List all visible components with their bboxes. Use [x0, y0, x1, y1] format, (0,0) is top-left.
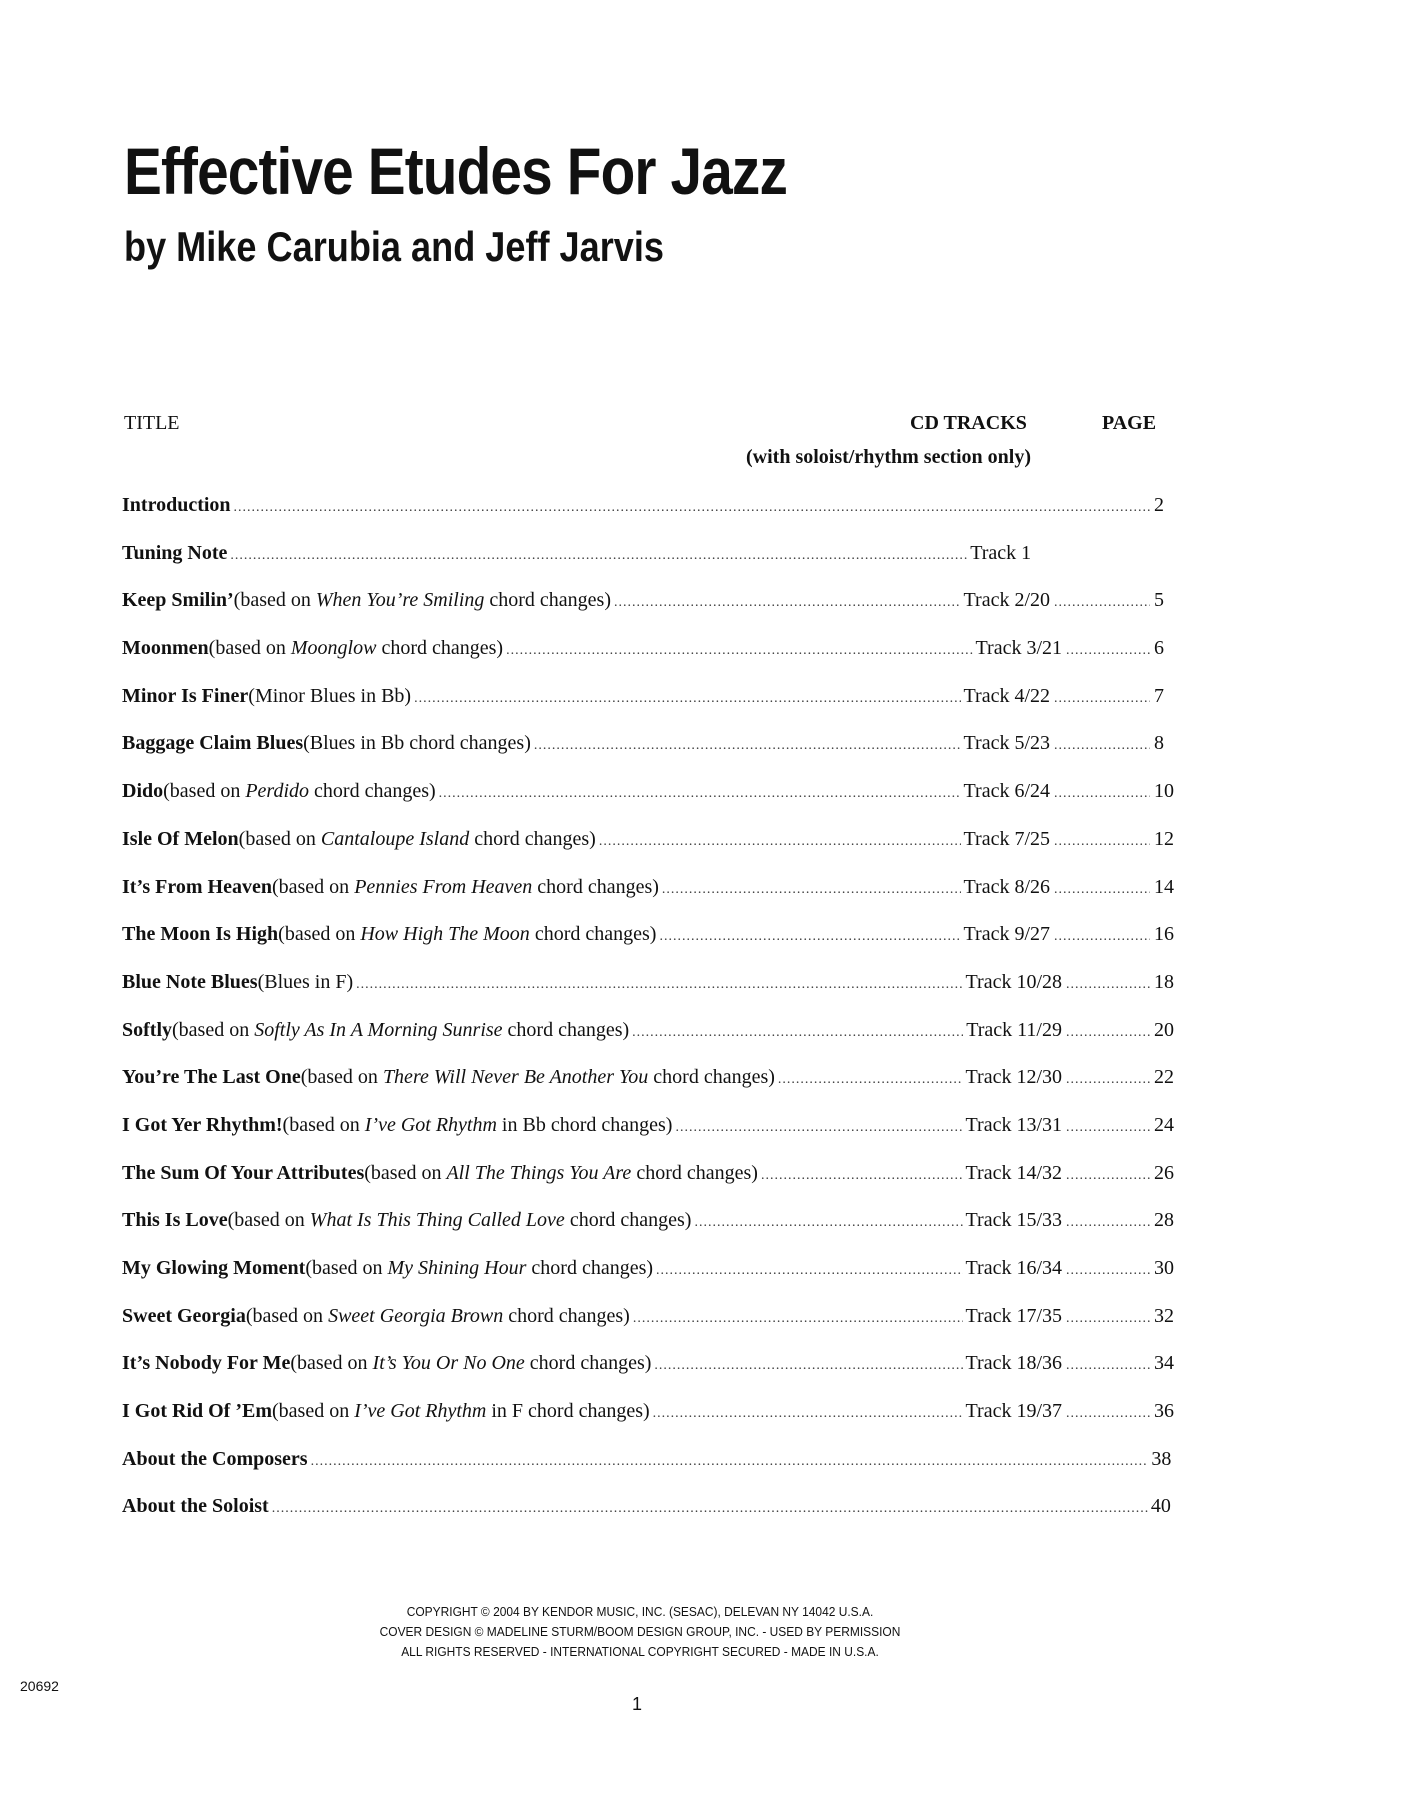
dot-leader	[633, 1306, 963, 1332]
description-prefix: (based on	[238, 827, 321, 850]
entry-title: Minor Is Finer	[122, 684, 249, 707]
toc-entry	[122, 1446, 1172, 1494]
toc-entry	[122, 1398, 1174, 1446]
entry-description	[234, 587, 611, 613]
cd-track: Track 9/27	[963, 923, 1050, 946]
toc-entry	[122, 1255, 1174, 1303]
entry-title: Tuning Note	[122, 541, 228, 564]
description-suffix: in F chord changes)	[486, 1400, 650, 1423]
entry-title: It’s From Heaven	[122, 875, 272, 898]
dot-leader	[632, 1020, 963, 1046]
cd-track: Track 5/23	[963, 732, 1050, 755]
entry-title: My Glowing Moment	[122, 1257, 306, 1279]
description-prefix: (based on	[278, 923, 361, 946]
entry-description	[209, 635, 503, 661]
entry-title: Introduction	[122, 494, 231, 516]
description-suffix: chord changes)	[502, 1018, 630, 1041]
original-tune-title: It’s You Or No One	[372, 1352, 525, 1375]
description-prefix: (Blues in F)	[257, 970, 354, 993]
description-suffix: chord changes)	[631, 1161, 758, 1184]
description-suffix: chord changes)	[526, 1257, 654, 1279]
page-ref: 5	[1154, 589, 1164, 612]
original-tune-title: All The Things You Are	[446, 1161, 632, 1184]
book-title: Effective Etudes For Jazz	[124, 134, 787, 208]
dot-leader	[778, 1067, 963, 1093]
description-prefix: (based on	[172, 1018, 255, 1041]
entry-title: Isle Of Melon	[122, 827, 239, 850]
description-prefix: (based on	[364, 1161, 447, 1184]
entry-description	[283, 1112, 673, 1138]
entry-title: About the Soloist	[122, 1495, 269, 1518]
description-prefix: (based on	[272, 1400, 355, 1423]
entry-title: Blue Note Blues	[122, 970, 258, 993]
cd-track: Track 13/31	[965, 1113, 1062, 1136]
original-tune-title: What Is This Thing Called Love	[309, 1209, 565, 1232]
dot-leader	[659, 924, 960, 950]
description-suffix: chord changes)	[564, 1209, 692, 1232]
cd-track: Track 8/26	[963, 875, 1050, 898]
dot-leader	[694, 1210, 962, 1236]
entry-description	[246, 1303, 630, 1329]
page-ref: 6	[1154, 637, 1164, 660]
table-of-contents	[122, 492, 1174, 1541]
cd-tracks-note: (with soloist/rhythm section only)	[746, 446, 1031, 468]
cd-track: Track 4/22	[963, 684, 1050, 707]
dot-leader	[414, 686, 960, 712]
description-suffix: chord changes)	[484, 589, 612, 612]
dot-leader	[272, 1496, 1148, 1522]
entry-title: Baggage Claim Blues	[122, 732, 304, 755]
dot-leader	[1066, 1258, 1150, 1284]
entry-description	[239, 826, 596, 852]
dot-leader	[1066, 638, 1150, 664]
dot-leader	[614, 590, 961, 616]
entry-title: It’s Nobody For Me	[122, 1352, 291, 1375]
column-header-cd-tracks: CD TRACKS	[910, 412, 1027, 434]
entry-description	[258, 969, 354, 995]
original-tune-title: Moonglow	[290, 637, 377, 660]
description-suffix: in Bb chord changes)	[496, 1113, 673, 1136]
book-authors: by Mike Carubia and Jeff Jarvis	[124, 223, 665, 270]
original-tune-title: Perdido	[245, 780, 310, 803]
page-ref: 26	[1154, 1161, 1174, 1184]
page-ref: 18	[1154, 970, 1174, 993]
description-prefix: (based on	[282, 1113, 365, 1136]
entry-title: The Sum Of Your Attributes	[122, 1161, 365, 1184]
dot-leader	[1066, 1163, 1150, 1189]
description-prefix: (based on	[208, 637, 291, 660]
dot-leader	[1066, 1401, 1150, 1427]
dot-leader	[662, 877, 961, 903]
toc-entry	[122, 1112, 1174, 1160]
entry-description	[228, 1207, 692, 1233]
dot-leader	[311, 1449, 1149, 1475]
toc-entry	[122, 826, 1174, 874]
description-prefix: (based on	[271, 875, 355, 898]
description-prefix: (based on	[290, 1352, 373, 1375]
page-ref: 7	[1154, 684, 1164, 707]
copyright-line: ALL RIGHTS RESERVED - INTERNATIONAL COPYRIGHT SECURED - MADE IN U.S.A.	[401, 1644, 879, 1659]
entry-description	[272, 874, 659, 900]
entry-title: Dido	[122, 780, 164, 803]
cd-track: Track 2/20	[963, 589, 1050, 612]
dot-leader	[1066, 1210, 1150, 1236]
entry-description	[303, 730, 531, 756]
dot-leader	[1066, 1115, 1150, 1141]
entry-description	[248, 683, 411, 709]
toc-entry	[122, 1160, 1174, 1208]
dot-leader	[1054, 829, 1150, 855]
entry-description	[272, 1398, 650, 1424]
copyright-line: COPYRIGHT © 2004 BY KENDOR MUSIC, INC. (SESAC), DELEVAN NY 14042 U.S.A.	[406, 1604, 874, 1619]
page-number: 1	[632, 1694, 643, 1714]
page-ref: 38	[1151, 1447, 1172, 1470]
original-tune-title: There Will Never Be Another You	[382, 1066, 649, 1089]
dot-leader	[534, 733, 961, 759]
page-ref: 32	[1154, 1304, 1174, 1327]
dot-leader	[506, 638, 972, 664]
toc-entry	[122, 1207, 1174, 1255]
copyright-notice	[51, 1602, 1229, 1662]
page-ref: 22	[1154, 1066, 1174, 1089]
page-ref: 20	[1154, 1018, 1174, 1041]
entry-title: Sweet Georgia	[122, 1304, 246, 1327]
dot-leader	[656, 1258, 962, 1284]
page-ref: 2	[1154, 494, 1164, 516]
dot-leader	[356, 972, 962, 998]
entry-description	[172, 1017, 629, 1043]
column-header-page: PAGE	[1102, 412, 1157, 434]
page-ref: 28	[1154, 1209, 1174, 1232]
toc-entry	[122, 1303, 1174, 1351]
entry-description	[364, 1160, 758, 1186]
page-ref: 34	[1154, 1352, 1174, 1375]
toc-entry	[122, 921, 1174, 969]
entry-title: I Got Yer Rhythm!	[122, 1113, 283, 1136]
dot-leader	[1066, 1306, 1150, 1332]
entry-title: I Got Rid Of ’Em	[122, 1400, 272, 1423]
description-prefix: (based on	[300, 1066, 383, 1089]
toc-entry	[122, 683, 1164, 731]
toc-entry	[122, 730, 1164, 778]
entry-description	[301, 1064, 775, 1090]
description-suffix: chord changes)	[648, 1066, 775, 1089]
dot-leader	[675, 1115, 962, 1141]
description-suffix: chord changes)	[503, 1304, 630, 1327]
original-tune-title: My Shining Hour	[387, 1257, 527, 1279]
page-ref: 30	[1154, 1257, 1174, 1279]
cd-track: Track 12/30	[965, 1066, 1062, 1089]
page-ref: 16	[1154, 923, 1174, 946]
cd-track: Track 10/28	[965, 970, 1062, 993]
dot-leader	[1054, 781, 1150, 807]
toc-entry	[122, 1017, 1174, 1065]
description-prefix: (based on	[233, 589, 316, 612]
description-prefix: (based on	[227, 1209, 310, 1232]
description-prefix: (based on	[163, 780, 246, 803]
original-tune-title: Cantaloupe Island	[320, 827, 470, 850]
entry-title: This Is Love	[122, 1209, 228, 1232]
dot-leader	[761, 1163, 963, 1189]
page-ref: 40	[1150, 1495, 1171, 1518]
toc-entry	[122, 635, 1164, 683]
entry-description	[163, 778, 436, 804]
description-suffix: chord changes)	[529, 923, 657, 946]
dot-leader	[1066, 972, 1150, 998]
cd-track: Track 14/32	[965, 1161, 1062, 1184]
page-ref: 10	[1154, 780, 1174, 803]
original-tune-title: When You’re Smiling	[315, 589, 485, 612]
copyright-line: COVER DESIGN © MADELINE STURM/BOOM DESIGN GROUP, INC. - USED BY PERMISSION	[379, 1624, 901, 1639]
toc-entry	[122, 1350, 1174, 1398]
description-suffix: chord changes)	[469, 827, 596, 850]
toc-entry	[122, 587, 1164, 635]
dot-leader	[653, 1401, 963, 1427]
cd-track: Track 6/24	[963, 780, 1050, 803]
dot-leader	[1054, 590, 1150, 616]
description-suffix: chord changes)	[376, 637, 504, 660]
original-tune-title: Sweet Georgia Brown	[328, 1304, 504, 1327]
cd-track: Track 16/34	[965, 1257, 1062, 1279]
page-ref: 14	[1154, 875, 1174, 898]
entry-title: About the Composers	[122, 1447, 308, 1470]
entry-title: Keep Smilin’	[122, 589, 234, 612]
dot-leader	[230, 543, 967, 569]
cd-track: Track 7/25	[963, 827, 1050, 850]
entry-title: You’re The Last One	[122, 1066, 301, 1089]
cd-track: Track 15/33	[965, 1209, 1062, 1232]
entry-description	[278, 921, 656, 947]
original-tune-title: Softly As In A Morning Sunrise	[254, 1018, 503, 1041]
toc-entry	[122, 1064, 1174, 1112]
toc-entry	[122, 874, 1174, 922]
toc-entry	[122, 1493, 1171, 1541]
cd-track: Track 18/36	[965, 1352, 1062, 1375]
dot-leader	[1054, 686, 1150, 712]
cd-track: Track 3/21	[975, 637, 1062, 660]
entry-title: Softly	[122, 1018, 172, 1041]
entry-description	[305, 1255, 653, 1281]
column-header-title: TITLE	[124, 412, 180, 434]
original-tune-title: Pennies From Heaven	[354, 875, 533, 898]
description-prefix: (Minor Blues in Bb)	[248, 684, 412, 707]
original-tune-title: How High The Moon	[360, 923, 530, 946]
cd-track: Track 11/29	[966, 1018, 1062, 1041]
original-tune-title: I’ve Got Rhythm	[354, 1400, 487, 1423]
description-suffix: chord changes)	[532, 875, 659, 898]
toc-entry	[122, 969, 1174, 1017]
entry-title: The Moon Is High	[122, 923, 279, 946]
cd-track: Track 17/35	[965, 1304, 1062, 1327]
dot-leader	[1066, 1353, 1150, 1379]
description-prefix: (based on	[245, 1304, 329, 1327]
description-suffix: chord changes)	[309, 780, 436, 803]
dot-leader	[234, 495, 1151, 521]
dot-leader	[1054, 733, 1150, 759]
description-prefix: (based on	[305, 1257, 388, 1279]
page-ref: 8	[1154, 732, 1164, 755]
cd-track: Track 1	[970, 541, 1032, 564]
catalog-number: 20692	[20, 1678, 59, 1694]
page-ref: 12	[1154, 827, 1174, 850]
dot-leader	[439, 781, 961, 807]
dot-leader	[654, 1353, 962, 1379]
dot-leader	[1066, 1067, 1150, 1093]
description-suffix: chord changes)	[524, 1352, 652, 1375]
entry-title: Moonmen	[122, 637, 209, 660]
dot-leader	[599, 829, 961, 855]
toc-entry	[122, 778, 1174, 826]
original-tune-title: I’ve Got Rhythm	[364, 1113, 497, 1136]
page-ref: 24	[1154, 1113, 1174, 1136]
dot-leader	[1066, 1020, 1150, 1046]
toc-entry	[122, 492, 1164, 540]
entry-description	[290, 1350, 651, 1376]
cd-track: Track 19/37	[965, 1400, 1062, 1423]
dot-leader	[1054, 924, 1150, 950]
dot-leader	[1054, 877, 1150, 903]
description-prefix: (Blues in Bb chord changes)	[303, 732, 531, 755]
toc-entry	[122, 540, 1164, 588]
page-ref: 36	[1154, 1400, 1174, 1423]
